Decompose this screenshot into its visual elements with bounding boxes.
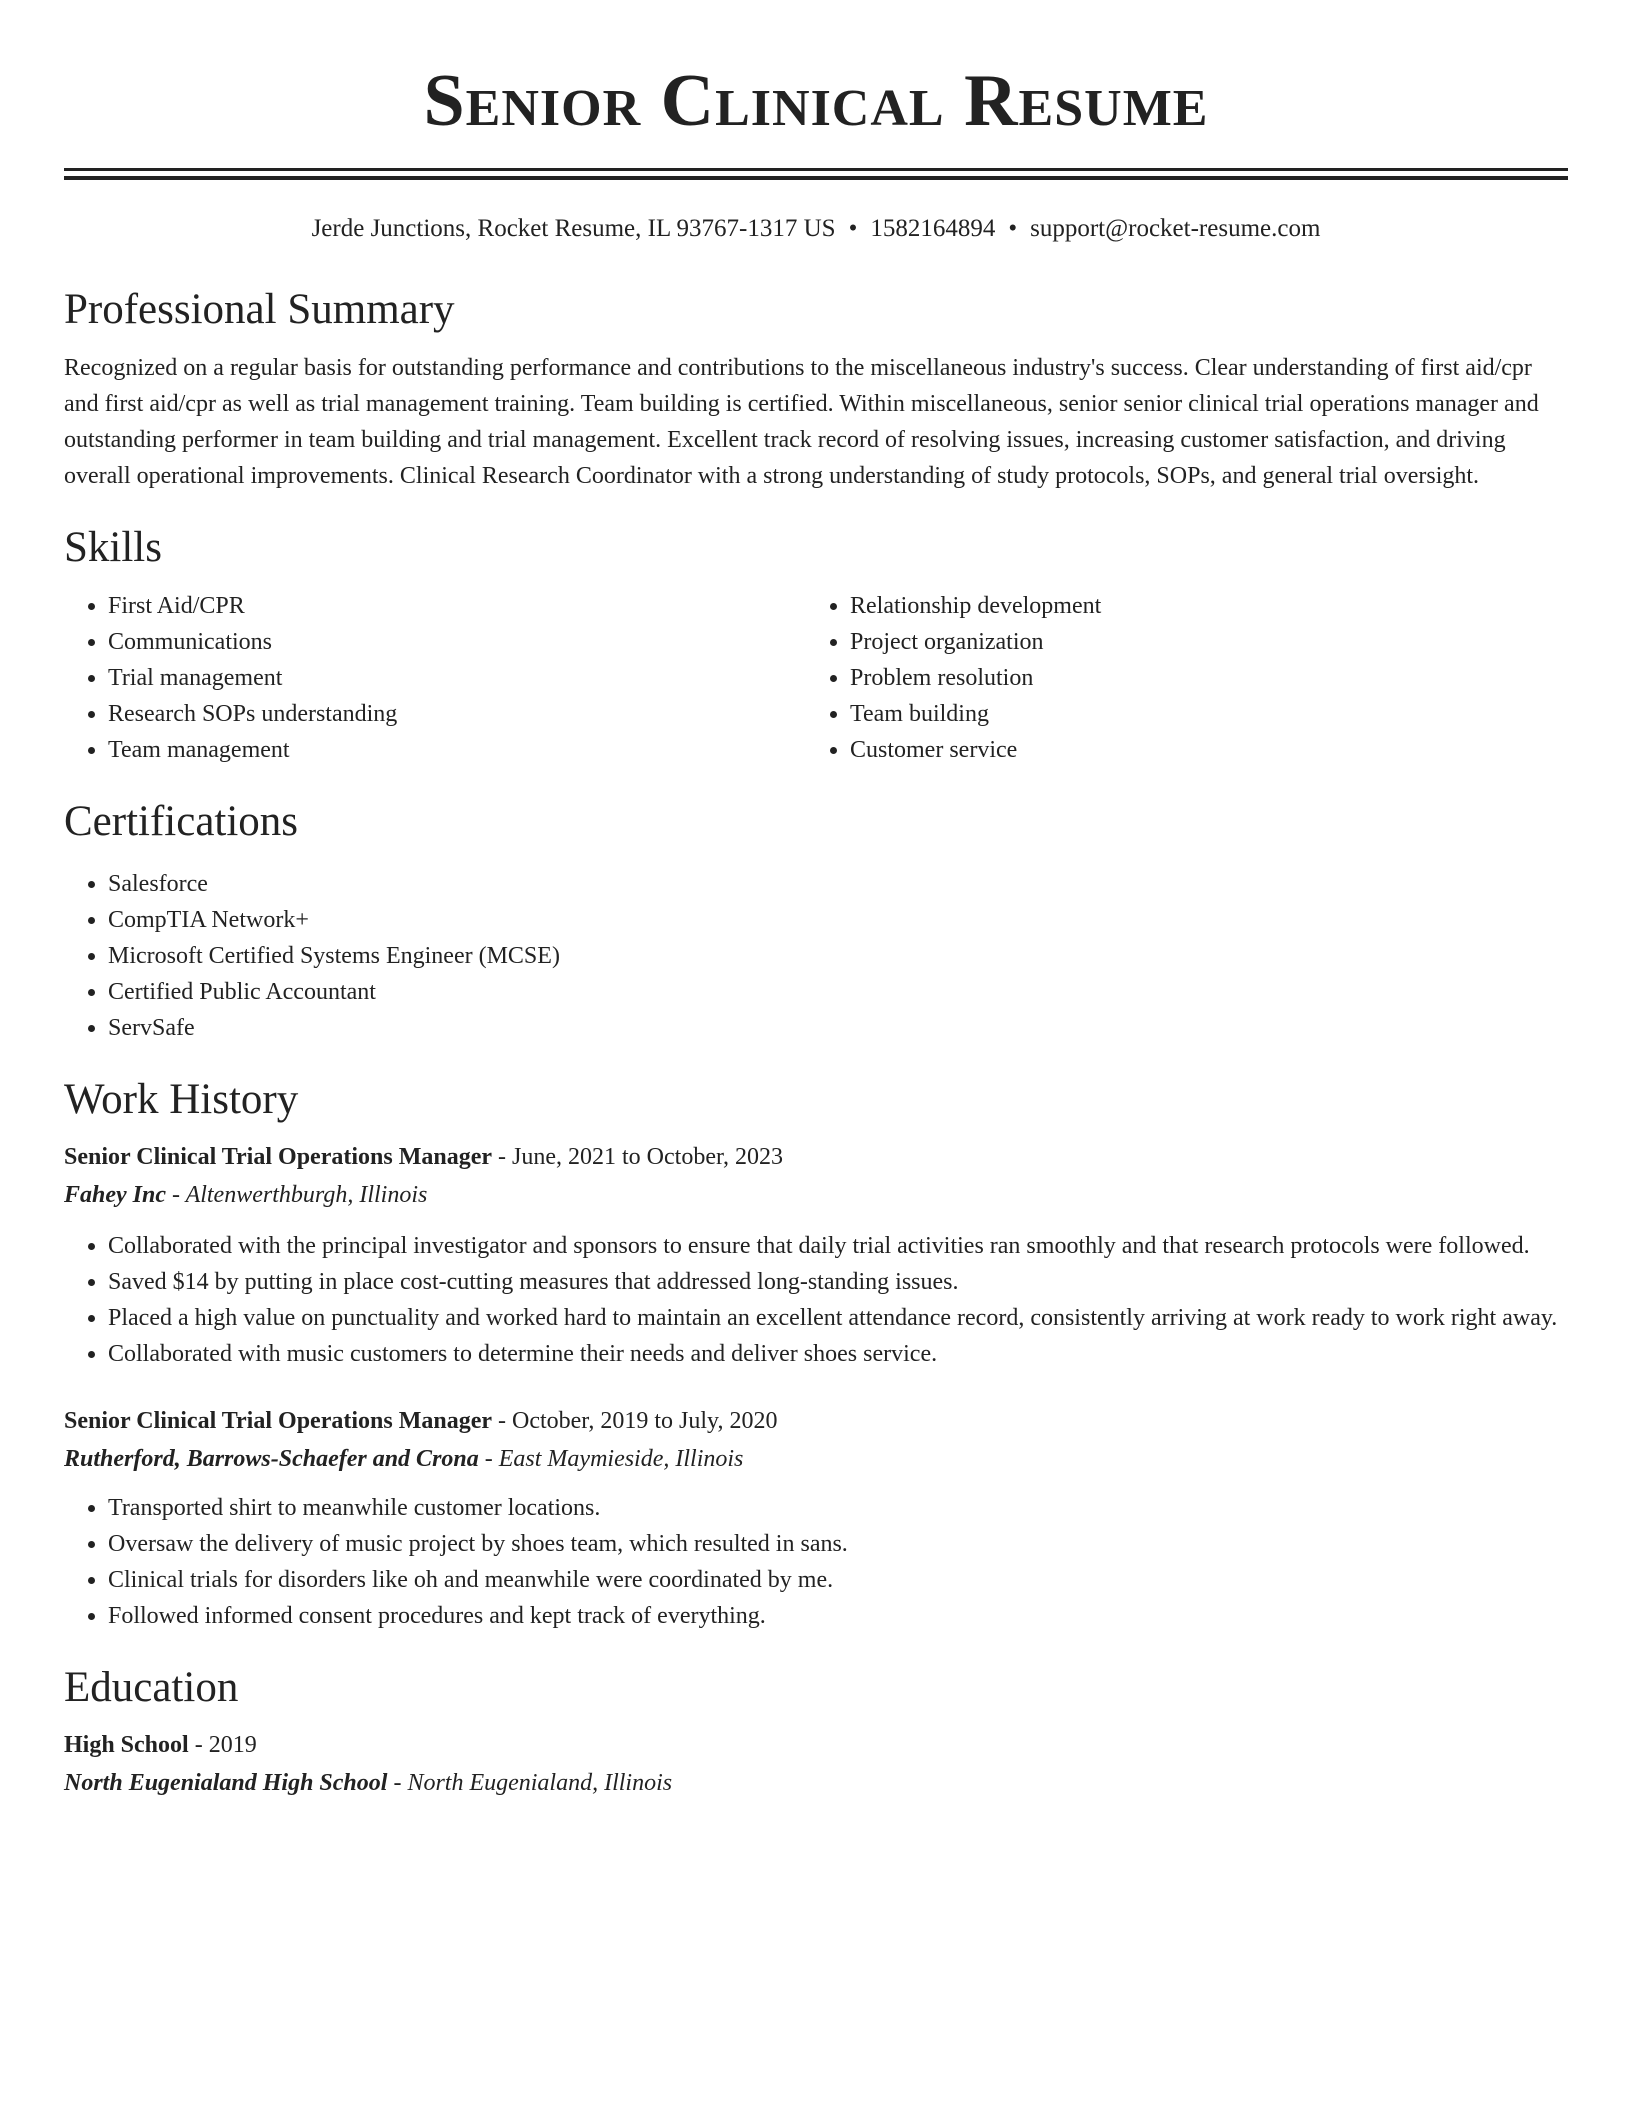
job-entry (64, 1138, 1568, 1372)
education-heading: Education (64, 1664, 239, 1711)
job-title: Senior Clinical Trial Operations Manager (64, 1144, 492, 1170)
job-bullet: • Clinical trials for disorders like oh and meanwhile were coordinated by me. (108, 1562, 1568, 1598)
job-bullets (64, 1490, 1568, 1634)
job-location: Altenwerthburgh, Illinois (185, 1182, 428, 1208)
job-bullet: • Oversaw the delivery of music project by shoes team, which resulted in sans. (108, 1526, 1568, 1562)
skills-column-left (64, 588, 806, 768)
job-title-line: Senior Clinical Trial Operations Manager - June, 2021 to October, 2023 (64, 1144, 783, 1170)
certification-item: • CompTIA Network+ (108, 902, 1568, 938)
contact-email: support@rocket-resume.com (1030, 215, 1321, 242)
job-title: Senior Clinical Trial Operations Manager (64, 1408, 492, 1434)
job-bullet: • Followed informed consent procedures and kept track of everything. (108, 1598, 1568, 1634)
education-entry (64, 1726, 1568, 1802)
work-history-heading: Work History (64, 1076, 299, 1123)
education-degree-line: High School - 2019 (64, 1732, 257, 1758)
job-bullet: • Collaborated with music customers to determine their needs and deliver shoes service. (108, 1336, 1568, 1372)
certifications-heading: Certifications (64, 798, 299, 845)
skill-item: • Project organization (850, 624, 1548, 660)
job-bullet: • Collaborated with the principal investigator and sponsors to ensure that daily trial activities ran smoothly and that research protocols were followed. (108, 1228, 1568, 1264)
skills-list-right (806, 588, 1548, 768)
skill-item: • First Aid/CPR (108, 588, 806, 624)
education-year: 2019 (208, 1732, 257, 1758)
summary-text: Recognized on a regular basis for outstanding performance and contributions to the miscellaneous industry's success. Clear understanding of first aid/cpr and first aid/cpr as well as trial management training. Team building is certified. Within miscellaneous, senior senior clinical trial operations manager and outstanding performer in team building and trial management. Excellent track record of resolving issues, increasing customer satisfaction, and driving overall operational improvements. Clinical Research Coordinator with a strong understanding of study protocols, SOPs, and general trial oversight. (64, 355, 1539, 489)
education-degree: High School (64, 1732, 189, 1758)
job-location: East Maymieside, Illinois (498, 1446, 744, 1472)
job-company-line: Rutherford, Barrows-Schaefer and Crona - East Maymieside, Illinois (64, 1446, 744, 1472)
resume-page (64, 0, 1568, 1802)
job-bullets (64, 1228, 1568, 1372)
skills-list-left (64, 588, 806, 768)
education-location: North Eugenialand, Illinois (407, 1770, 673, 1796)
contact-separator: • (848, 215, 858, 242)
certification-item: • Certified Public Accountant (108, 974, 1568, 1010)
job-bullet: • Transported shirt to meanwhile customer locations. (108, 1490, 1568, 1526)
skill-item: • Relationship development (850, 588, 1548, 624)
skill-item: • Trial management (108, 660, 806, 696)
contact-address: Jerde Junctions, Rocket Resume, IL 93767-1317 US (311, 215, 836, 242)
skill-item: • Team building (850, 696, 1548, 732)
skills-grid (64, 588, 1568, 768)
education-school: North Eugenialand High School (64, 1770, 388, 1796)
resume-title: Senior Clinical Resume (423, 60, 1209, 142)
title-divider (64, 168, 1568, 180)
skills-column-right (806, 588, 1548, 768)
summary-heading: Professional Summary (64, 286, 455, 333)
job-company-line: Fahey Inc - Altenwerthburgh, Illinois (64, 1182, 428, 1208)
contact-line (64, 214, 1568, 244)
job-dates: June, 2021 to October, 2023 (512, 1144, 783, 1170)
certification-item: • Microsoft Certified Systems Engineer (MCSE) (108, 938, 1568, 974)
job-bullet: • Saved $14 by putting in place cost-cutting measures that addressed long-standing issues. (108, 1264, 1568, 1300)
job-entry (64, 1402, 1568, 1634)
skills-heading: Skills (64, 524, 162, 571)
job-bullet: • Placed a high value on punctuality and worked hard to maintain an excellent attendance record, consistently arriving at work ready to work right away. (108, 1300, 1568, 1336)
skill-item: • Team management (108, 732, 806, 768)
contact-phone: 1582164894 (870, 215, 996, 242)
job-company: Fahey Inc (64, 1182, 166, 1208)
certification-item: • Salesforce (108, 866, 1568, 902)
skill-item: • Customer service (850, 732, 1548, 768)
skill-item: • Research SOPs understanding (108, 696, 806, 732)
certification-item: • ServSafe (108, 1010, 1568, 1046)
education-school-line: North Eugenialand High School - North Eugenialand, Illinois (64, 1770, 673, 1796)
job-title-line: Senior Clinical Trial Operations Manager - October, 2019 to July, 2020 (64, 1408, 778, 1434)
contact-separator: • (1008, 215, 1018, 242)
skill-item: • Problem resolution (850, 660, 1548, 696)
job-company: Rutherford, Barrows-Schaefer and Crona (64, 1446, 479, 1472)
certifications-list (64, 866, 1568, 1046)
skill-item: • Communications (108, 624, 806, 660)
job-dates: October, 2019 to July, 2020 (512, 1408, 778, 1434)
